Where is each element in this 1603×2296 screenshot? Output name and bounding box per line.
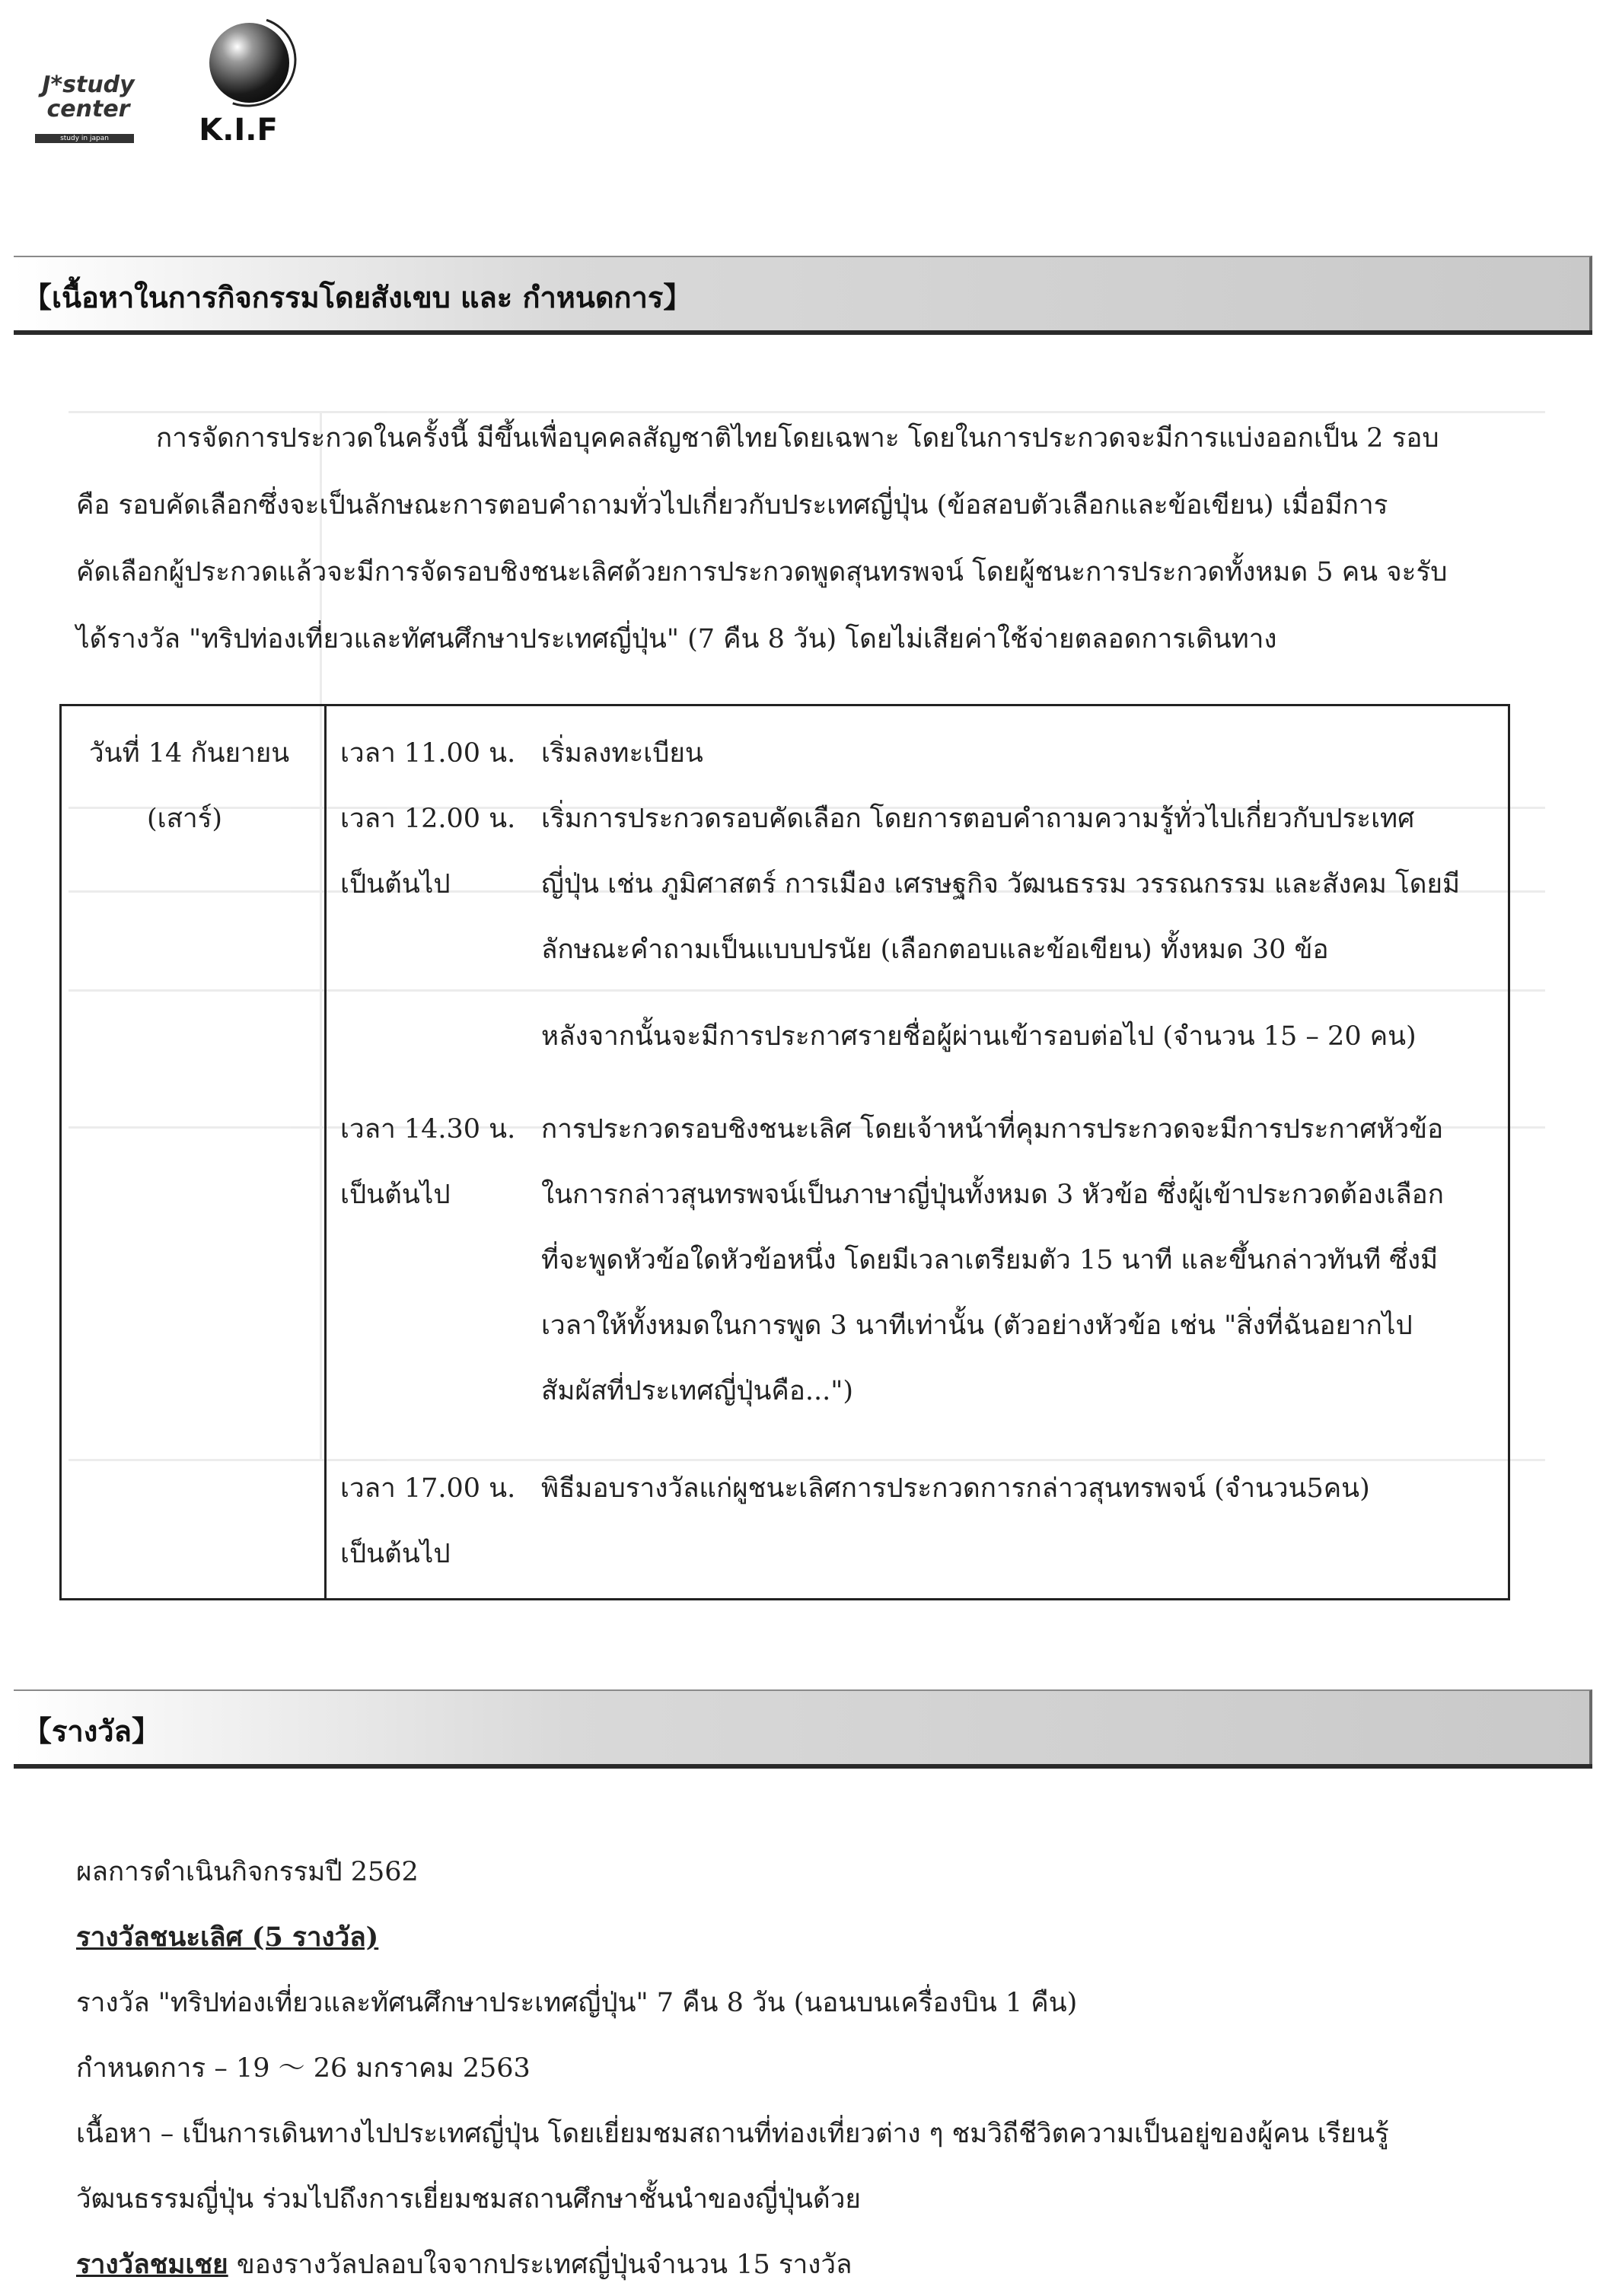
section-title-overview: 【เนื้อหาในการกิจกรรมโดยสังเขบ และ กำหนดการ】 (23, 281, 693, 314)
desc-1430-line-3: ที่จะพูดหัวข้อใดหัวข้อหนึ่ง โดยมีเวลาเตรียมตัว 15 นาที และขึ้นกล่าวทันที ซึ่งมี (541, 1245, 1439, 1275)
desc-1430-line-5: สัมผัสที่ประเทศญี่ปุ่นคือ...") (541, 1376, 853, 1406)
section-header-awards (14, 1689, 1592, 1764)
schedule-table (59, 704, 1510, 1600)
desc-1430-line-1: การประกวดรอบชิงชนะเลิศ โดยเจ้าหน้าที่คุมการประกวดจะมีการประกาศหัวข้อ (541, 1114, 1444, 1145)
desc-1100: เริ่มลงทะเบียน (541, 738, 703, 769)
desc-1430-line-4: เวลาให้ทั้งหมดในการพูด 3 นาทีเท่านั้น (ตัวอย่างหัวข้อ เช่น "สิ่งที่ฉันอยากไป (541, 1310, 1413, 1341)
time-1200-onward: เป็นต้นไป (340, 869, 451, 900)
winner-prize: รางวัล "ทริปท่องเที่ยวและทัศนศึกษาประเทศญี่ปุ่น" 7 คืน 8 วัน (นอนบนเครื่องบิน 1 คืน) (76, 1988, 1078, 2018)
kif-logo (175, 15, 289, 148)
winner-heading: รางวัลชนะเลิศ (5 รางวัล) (76, 1922, 379, 1953)
desc-1200-line-2: ญี่ปุ่น เช่น ภูมิศาสตร์ การเมือง เศรษฐกิจ วัฒนธรรม วรรณกรรม และสังคม โดยมี (541, 869, 1461, 900)
desc-1200-line-1: เริ่มการประกวดรอบคัดเลือก โดยการตอบคำถามความรู้ทั่วไปเกี่ยวกับประเทศ (541, 804, 1415, 834)
results-heading: ผลการดำเนินกิจกรรมปี 2562 (76, 1857, 419, 1887)
time-1700-onward: เป็นต้นไป (340, 1539, 451, 1569)
winner-content-line-1: เนื้อหา – เป็นการเดินทางไปประเทศญี่ปุ่น โดยเยี่ยมชมสถานที่ท่องเที่ยวต่าง ๆ ชมวิถีชีวิตความเป็นอยู่ของผู้คน เรียนรู้ (76, 2119, 1389, 2149)
section-header-overview (14, 256, 1592, 330)
time-1700: เวลา 17.00 น. (340, 1473, 516, 1504)
desc-1430-line-2: ในการกล่าวสุนทรพจน์เป็นภาษาญี่ปุ่นทั้งหมด 3 หัวข้อ ซึ่งผู้เข้าประกวดต้องเลือก (541, 1180, 1444, 1210)
intro-line-1: การจัดการประกวดในครั้งนี้ มีขึ้นเพื่อบุคคลสัญชาติไทยโดยเฉพาะ โดยในการประกวดจะมีการแบ่งออกเป็น 2 รอบ (156, 423, 1439, 454)
time-1430: เวลา 14.30 น. (340, 1114, 516, 1145)
jstudy-center-logo (30, 61, 145, 145)
time-1430-onward: เป็นต้นไป (340, 1180, 451, 1210)
schedule-date: วันที่ 14 กันยายน (89, 738, 290, 769)
kif-orbit-icon (188, 1, 311, 122)
consolation-line (76, 2243, 852, 2285)
winner-schedule: กำหนดการ – 19 〜 26 มกราคม 2563 (76, 2053, 531, 2084)
intro-line-4: ได้รางวัล "ทริปท่องเที่ยวและทัศนศึกษาประเทศญี่ปุ่น" (7 คืน 8 วัน) โดยไม่เสียค่าใช้จ่ายตลอดการเดินทาง (76, 624, 1277, 654)
consolation-heading: รางวัลชมเชย (76, 2249, 228, 2280)
time-1200: เวลา 12.00 น. (340, 804, 516, 834)
desc-1200-line-3: ลักษณะคำถามเป็นแบบปรนัย (เลือกตอบและข้อเขียน) ทั้งหมด 30 ข้อ (541, 935, 1329, 965)
section-title-awards: 【รางวัล】 (23, 1715, 161, 1748)
intro-line-2: คือ รอบคัดเลือกซึ่งจะเป็นลักษณะการตอบคำถามทั่วไปเกี่ยวกับประเทศญี่ปุ่น (ข้อสอบตัวเลือกและข้อเขียน) เมื่อมีการ (76, 490, 1388, 521)
kif-logo-text: K.I.F (199, 113, 278, 148)
jstudy-center-tagline: study in japan (35, 134, 134, 143)
header-logos (30, 15, 289, 148)
time-1100: เวลา 11.00 น. (340, 738, 516, 769)
schedule-date-column (62, 706, 327, 1598)
schedule-weekday: (เสาร์) (147, 804, 223, 834)
winner-content-line-2: วัฒนธรรมญี่ปุ่น ร่วมไปถึงการเยี่ยมชมสถานศึกษาชั้นนำของญี่ปุ่นด้วย (76, 2184, 861, 2215)
consolation-text: ของรางวัลปลอบใจจากประเทศญี่ปุ่นจำนวน 15 รางวัล (228, 2250, 852, 2280)
jstudy-center-logo-text: J*study center (42, 72, 135, 123)
desc-1200-line-4: หลังจากนั้นจะมีการประกาศรายชื่อผู้ผ่านเข้ารอบต่อไป (จำนวน 15 – 20 คน) (541, 1021, 1417, 1052)
desc-1700: พิธีมอบรางวัลแก่ผูชนะเลิศการประกวดการกล่าวสุนทรพจน์ (จำนวน5คน) (541, 1473, 1370, 1504)
intro-line-3: คัดเลือกผู้ประกวดแล้วจะมีการจัดรอบชิงชนะเลิศด้วยการประกวดพูดสุนทรพจน์ โดยผู้ชนะการประกวดทั้งหมด 5 คน จะรับ (76, 557, 1448, 588)
